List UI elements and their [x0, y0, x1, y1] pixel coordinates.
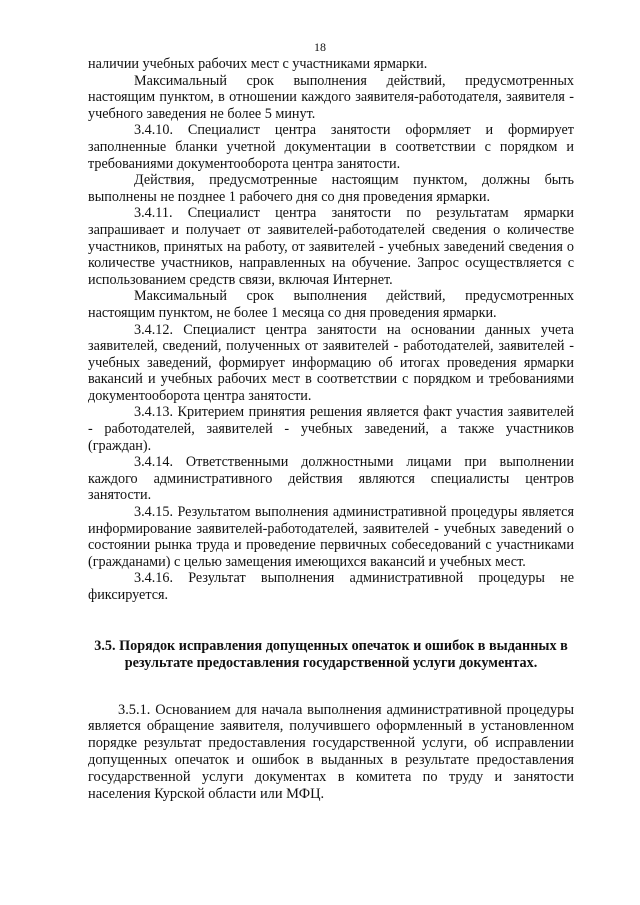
- document-body: [88, 56, 574, 802]
- section-heading: 3.5. Порядок исправления допущенных опечаток и ошибок в выданных в результате предоставления государственной услуги документах.: [94, 637, 568, 671]
- paragraph: наличии учебных рабочих мест с участниками ярмарки.: [88, 56, 428, 72]
- paragraph: 3.4.10. Специалист центра занятости оформляет и формирует заполненные бланки учетной документации в соответствии с порядком и требованиями документооборота центра занятости.: [88, 122, 574, 172]
- paragraph: Действия, предусмотренные настоящим пунктом, должны быть выполнены не позднее 1 рабочего дня со дня проведения ярмарки.: [88, 172, 574, 205]
- page-number: 18: [314, 40, 326, 54]
- paragraph: 3.4.15. Результатом выполнения административной процедуры является информирование заявителей-работодателей, заявителей - учебных заведений о состоянии рынка труда и проведение первичных собеседований с участниками (гражданами) с целью замещения имеющихся вакансий и учебных мест.: [88, 504, 574, 570]
- paragraph: Максимальный срок выполнения действий, предусмотренных настоящим пунктом, в отношении каждого заявителя-работодателя, заявителя - учебного заведения не более 5 минут.: [88, 72, 574, 122]
- paragraph: 3.4.16. Результат выполнения административной процедуры не фиксируется.: [88, 570, 574, 603]
- paragraph: 3.4.11. Специалист центра занятости по результатам ярмарки запрашивает и получает от заявителей-работодателей сведения о количестве участников, принятых на работу, от заявителей - учебных заведений сведения о количестве участников, направленных на обучение. Запрос осуществляется с использованием средств связи, включая Интернет.: [88, 205, 574, 288]
- paragraph: 3.4.14. Ответственными должностными лицами при выполнении каждого административного действия являются специалисты центров занятости.: [88, 454, 574, 504]
- paragraph: 3.4.12. Специалист центра занятости на основании данных учета заявителей, сведений, полученных от заявителей - работодателей, заявителей - учебных заведений, формирует информацию об итогах проведения ярмарки вакансий и учебных рабочих мест в соответствии с порядком и требованиями документооборота центра занятости.: [88, 321, 574, 404]
- paragraph: Максимальный срок выполнения действий, предусмотренных настоящим пунктом, не более 1 месяца со дня проведения ярмарки.: [88, 288, 574, 321]
- paragraph: 3.4.13. Критерием принятия решения является факт участия заявителей - работодателей, заявителей - учебных заведений, а также участников (граждан).: [88, 404, 574, 454]
- section-paragraph: 3.5.1. Основанием для начала выполнения административной процедуры является обращение заявителя, получившего оформленный в установленном порядке результат предоставления государственной услуги, об исправлении допущенных опечаток и ошибок в выданных в результате предоставления государственной услуги документах в комитета по труду и занятости населения Курской области или МФЦ.: [88, 701, 574, 802]
